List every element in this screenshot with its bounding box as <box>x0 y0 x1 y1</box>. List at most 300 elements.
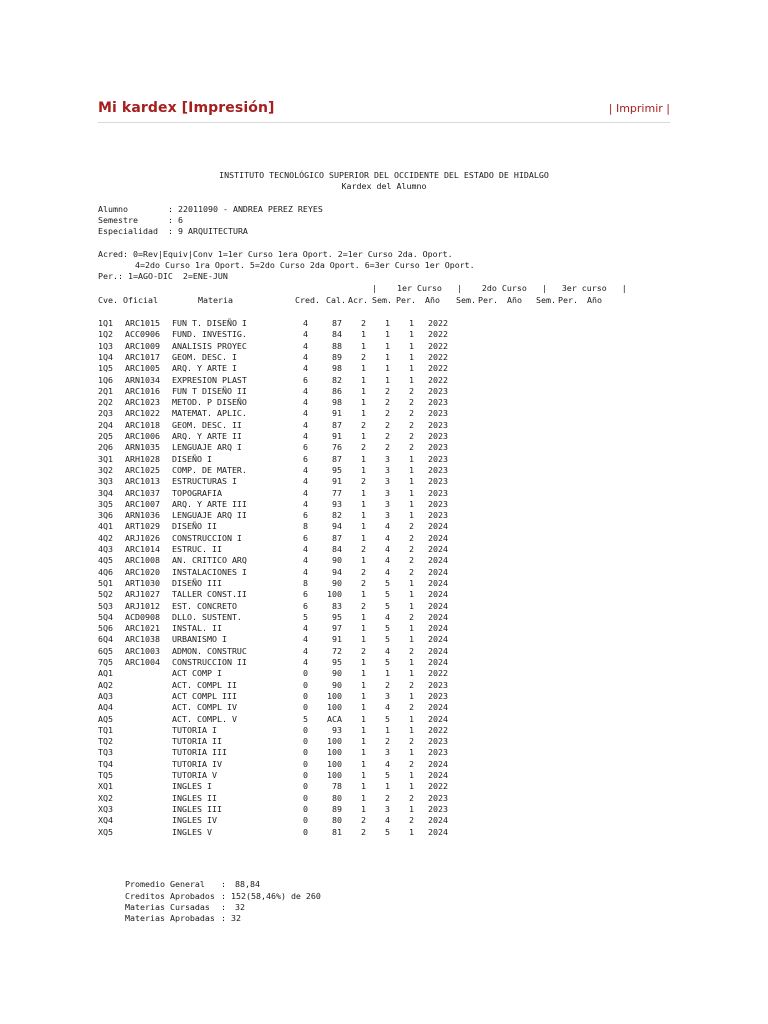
column-header: Sem. <box>536 295 556 305</box>
colon: : <box>168 226 173 236</box>
cell-sem: 5 <box>385 657 390 667</box>
summary-cursadas <box>125 902 245 913</box>
cell-acr: 1 <box>361 464 366 475</box>
cell-per: 1 <box>409 634 414 645</box>
cell-ano: 2023 <box>428 487 448 498</box>
cell-materia: URBANISMO I <box>172 634 227 645</box>
column-header: Cred. <box>295 295 320 305</box>
semestre-label: Semestre <box>98 215 138 225</box>
cell-acr: 1 <box>361 397 366 408</box>
cell-materia: ACT COMP I <box>172 668 222 679</box>
cell-cal: 90 <box>332 555 342 566</box>
cell-cal: 80 <box>332 815 342 826</box>
cell-ano: 2024 <box>428 577 448 588</box>
aprobadas-value: 32 <box>231 913 241 923</box>
cell-cve: 3Q6 <box>98 510 113 521</box>
cell-cred: 5 <box>303 611 308 622</box>
cell-cred: 0 <box>303 770 308 780</box>
cell-oficial: ACD0908 <box>125 611 160 622</box>
cell-cred: 6 <box>303 589 308 600</box>
cell-cred: 0 <box>303 826 308 837</box>
cell-acr: 1 <box>361 747 366 758</box>
cell-ano: 2024 <box>428 702 448 713</box>
cell-cred: 4 <box>303 657 308 667</box>
cell-materia: INGLES I <box>172 781 212 792</box>
cell-cred: 4 <box>303 645 308 656</box>
cell-ano: 2023 <box>428 419 448 430</box>
cell-oficial: ARN1035 <box>125 442 160 453</box>
cell-acr: 1 <box>361 589 366 600</box>
cell-materia: INGLES II <box>172 792 217 803</box>
cell-materia: DISEÑO III <box>172 577 222 588</box>
cell-acr: 1 <box>361 510 366 521</box>
cell-acr: 1 <box>361 363 366 374</box>
cell-cred: 0 <box>303 724 308 735</box>
cell-oficial: ARC1003 <box>125 645 160 656</box>
cell-cve: 3Q1 <box>98 453 113 464</box>
cell-acr: 1 <box>361 498 366 509</box>
cell-acr: 1 <box>361 668 366 679</box>
cell-per: 1 <box>409 803 414 814</box>
cell-ano: 2023 <box>428 442 448 453</box>
cell-ano: 2023 <box>428 679 448 690</box>
cell-cal: 93 <box>332 724 342 735</box>
course-group-header: | 1er Curso | 2do Curso | 3er curso | <box>372 283 627 293</box>
cell-materia: EXPRESION PLAST <box>172 374 247 385</box>
cell-acr: 1 <box>361 792 366 803</box>
cell-ano: 2023 <box>428 510 448 521</box>
cell-materia: GEOM. DESC. II <box>172 419 242 430</box>
cell-cve: AQ1 <box>98 668 113 679</box>
cell-per: 1 <box>409 690 414 701</box>
cell-cve: 5Q1 <box>98 577 113 588</box>
cell-cve: XQ5 <box>98 826 113 837</box>
cell-materia: ESTRUC. II <box>172 544 222 554</box>
cell-sem: 2 <box>385 397 390 408</box>
cell-per: 2 <box>409 385 414 396</box>
cell-materia: LENGUAJE ARQ I <box>172 442 242 453</box>
cell-per: 1 <box>409 487 414 498</box>
cell-cal: 86 <box>332 385 342 396</box>
cell-acr: 1 <box>361 702 366 713</box>
cell-materia: ESTRUCTURAS I <box>172 476 237 487</box>
cell-ano: 2024 <box>428 815 448 826</box>
cell-materia: TUTORIA III <box>172 747 227 758</box>
cell-oficial: ARC1014 <box>125 544 160 554</box>
cell-sem: 5 <box>385 634 390 645</box>
creditos-value: 152(58,46%) de 260 <box>231 891 321 901</box>
column-header: Cal. <box>326 295 346 305</box>
cell-oficial: ARN1036 <box>125 510 160 521</box>
cell-cal: 100 <box>327 589 342 600</box>
cell-cred: 0 <box>303 702 308 713</box>
cell-cal: 84 <box>332 544 342 554</box>
cell-cve: 4Q1 <box>98 521 113 532</box>
cell-oficial: ARC1013 <box>125 476 160 487</box>
cell-materia: TUTORIA V <box>172 770 217 780</box>
cell-acr: 1 <box>361 329 366 340</box>
column-header: Per. <box>478 295 498 305</box>
cell-materia: ADMON. CONSTRUC <box>172 645 247 656</box>
legend-line-1: Acred: 0=Rev|Equiv|Conv 1=1er Curso 1era Oport. 2=1er Curso 2da. Oport. <box>98 249 453 259</box>
cell-cve: 1Q2 <box>98 329 113 340</box>
cell-materia: AN. CRITICO ARQ <box>172 555 247 566</box>
cell-per: 1 <box>409 623 414 634</box>
cell-ano: 2024 <box>428 657 448 667</box>
cell-cal: 90 <box>332 668 342 679</box>
column-header: Cve. Oficial <box>98 295 158 305</box>
cell-cal: 95 <box>332 657 342 667</box>
cell-ano: 2022 <box>428 781 448 792</box>
cell-ano: 2024 <box>428 544 448 554</box>
cell-per: 2 <box>409 758 414 769</box>
cursadas-label: Materias Cursadas <box>125 902 210 912</box>
cell-cve: 2Q4 <box>98 419 113 430</box>
cell-per: 2 <box>409 645 414 656</box>
cell-cal: 100 <box>327 758 342 769</box>
cell-ano: 2022 <box>428 318 448 328</box>
cell-sem: 2 <box>385 408 390 419</box>
cell-per: 2 <box>409 544 414 554</box>
cell-acr: 2 <box>361 826 366 837</box>
cell-cred: 4 <box>303 329 308 340</box>
cell-acr: 1 <box>361 736 366 747</box>
cell-cve: XQ1 <box>98 781 113 792</box>
cell-cve: AQ3 <box>98 690 113 701</box>
cell-cred: 4 <box>303 498 308 509</box>
cell-acr: 1 <box>361 453 366 464</box>
cell-sem: 5 <box>385 589 390 600</box>
cell-ano: 2024 <box>428 555 448 566</box>
cell-sem: 4 <box>385 758 390 769</box>
cell-sem: 5 <box>385 770 390 780</box>
alumno-value: 22011090 - ANDREA PEREZ REYES <box>178 204 323 214</box>
cell-cred: 4 <box>303 363 308 374</box>
cell-materia: FUND. INVESTIG. <box>172 329 247 340</box>
cell-sem: 1 <box>385 781 390 792</box>
cell-materia: TOPOGRAFIA <box>172 487 222 498</box>
cell-cve: 2Q6 <box>98 442 113 453</box>
cell-oficial: ARN1034 <box>125 374 160 385</box>
cell-cal: 94 <box>332 566 342 577</box>
cell-cred: 0 <box>303 781 308 792</box>
cell-cal: 91 <box>332 408 342 419</box>
cell-per: 1 <box>409 329 414 340</box>
cell-cred: 0 <box>303 679 308 690</box>
cell-oficial: ARC1008 <box>125 555 160 566</box>
cell-cve: 2Q1 <box>98 385 113 396</box>
cell-cred: 0 <box>303 747 308 758</box>
cell-cal: 100 <box>327 770 342 780</box>
column-header: Materia <box>198 295 233 305</box>
semester-row <box>98 215 183 226</box>
cell-sem: 2 <box>385 385 390 396</box>
cell-cve: 3Q2 <box>98 464 113 475</box>
cell-acr: 2 <box>361 566 366 577</box>
cell-cve: TQ2 <box>98 736 113 747</box>
cell-acr: 1 <box>361 408 366 419</box>
cell-cal: 76 <box>332 442 342 453</box>
cell-per: 2 <box>409 679 414 690</box>
cell-cve: 1Q1 <box>98 318 113 328</box>
cell-sem: 3 <box>385 747 390 758</box>
cell-cve: XQ3 <box>98 803 113 814</box>
semestre-value: 6 <box>178 215 183 225</box>
cell-per: 2 <box>409 419 414 430</box>
cell-sem: 4 <box>385 815 390 826</box>
cell-ano: 2023 <box>428 453 448 464</box>
cell-cve: TQ5 <box>98 770 113 780</box>
cell-cal: 89 <box>332 803 342 814</box>
cell-acr: 1 <box>361 690 366 701</box>
cell-per: 1 <box>409 351 414 362</box>
cell-cve: 3Q4 <box>98 487 113 498</box>
cell-acr: 2 <box>361 476 366 487</box>
cell-ano: 2023 <box>428 792 448 803</box>
cell-cve: 2Q3 <box>98 408 113 419</box>
cell-acr: 2 <box>361 600 366 611</box>
cell-cal: 95 <box>332 611 342 622</box>
cell-sem: 3 <box>385 510 390 521</box>
cell-cve: 2Q2 <box>98 397 113 408</box>
cell-cred: 6 <box>303 510 308 521</box>
cell-cred: 0 <box>303 803 308 814</box>
cell-materia: DISEÑO I <box>172 453 212 464</box>
separator-left: | <box>608 102 613 115</box>
cell-per: 1 <box>409 363 414 374</box>
summary-creditos <box>125 891 321 902</box>
cell-cal: 100 <box>327 690 342 701</box>
cell-ano: 2024 <box>428 611 448 622</box>
cell-cve: 2Q5 <box>98 431 113 441</box>
column-header: Año <box>507 295 522 305</box>
cell-cred: 6 <box>303 374 308 385</box>
cell-per: 1 <box>409 318 414 328</box>
cell-per: 2 <box>409 736 414 747</box>
cell-ano: 2023 <box>428 385 448 396</box>
cell-cred: 6 <box>303 532 308 543</box>
cell-ano: 2022 <box>428 329 448 340</box>
cell-cred: 6 <box>303 453 308 464</box>
cell-sem: 4 <box>385 611 390 622</box>
cell-cal: 84 <box>332 329 342 340</box>
cell-sem: 3 <box>385 464 390 475</box>
cell-per: 1 <box>409 464 414 475</box>
cell-per: 1 <box>409 826 414 837</box>
cell-per: 1 <box>409 340 414 351</box>
cell-materia: INGLES V <box>172 826 212 837</box>
page-title: Mi kardex [Impresión] <box>98 100 275 116</box>
cell-materia: FUN T DISEÑO II <box>172 385 247 396</box>
summary-aprobadas <box>125 913 241 924</box>
cell-ano: 2024 <box>428 758 448 769</box>
colon: : <box>168 204 173 214</box>
cell-sem: 5 <box>385 623 390 634</box>
cell-acr: 2 <box>361 442 366 453</box>
cell-cred: 8 <box>303 521 308 532</box>
cell-sem: 1 <box>385 724 390 735</box>
cell-ano: 2024 <box>428 566 448 577</box>
promedio-label: Promedio General <box>125 879 205 889</box>
cell-materia: ARQ. Y ARTE II <box>172 431 242 441</box>
cell-materia: ANALISIS PROYEC <box>172 340 247 351</box>
cell-cve: 5Q6 <box>98 623 113 634</box>
cell-materia: GEOM. DESC. I <box>172 351 237 362</box>
cell-sem: 4 <box>385 532 390 543</box>
cell-cve: 5Q2 <box>98 589 113 600</box>
cell-sem: 4 <box>385 702 390 713</box>
cell-materia: TUTORIA I <box>172 724 217 735</box>
cell-materia: ACT COMPL III <box>172 690 237 701</box>
cell-materia: COMP. DE MATER. <box>172 464 247 475</box>
cell-oficial: ARC1016 <box>125 385 160 396</box>
cell-acr: 2 <box>361 815 366 826</box>
cell-oficial: ARJ1026 <box>125 532 160 543</box>
column-header: Acr. <box>348 295 368 305</box>
cell-acr: 2 <box>361 645 366 656</box>
cell-acr: 1 <box>361 555 366 566</box>
cell-cve: TQ4 <box>98 758 113 769</box>
cell-cred: 4 <box>303 476 308 487</box>
cell-cred: 4 <box>303 623 308 634</box>
print-link-group <box>609 102 670 115</box>
cell-ano: 2024 <box>428 826 448 837</box>
cell-acr: 1 <box>361 431 366 441</box>
cell-oficial: ARC1015 <box>125 318 160 328</box>
cell-sem: 4 <box>385 566 390 577</box>
cell-cve: TQ1 <box>98 724 113 735</box>
cell-sem: 5 <box>385 713 390 724</box>
cell-materia: METOD. P DISEÑO <box>172 397 247 408</box>
cell-cal: 88 <box>332 340 342 351</box>
cell-oficial: ARC1021 <box>125 623 160 634</box>
cell-ano: 2023 <box>428 736 448 747</box>
column-header: Año <box>425 295 440 305</box>
cell-cred: 4 <box>303 385 308 396</box>
cell-acr: 1 <box>361 385 366 396</box>
cell-cred: 4 <box>303 544 308 554</box>
column-header: Per. <box>396 295 416 305</box>
cell-sem: 4 <box>385 521 390 532</box>
cell-cal: 72 <box>332 645 342 656</box>
cell-cal: 91 <box>332 476 342 487</box>
cell-per: 1 <box>409 589 414 600</box>
cell-cred: 6 <box>303 442 308 453</box>
cell-cve: 1Q6 <box>98 374 113 385</box>
cell-cve: 3Q5 <box>98 498 113 509</box>
cell-acr: 1 <box>361 340 366 351</box>
cell-cve: 6Q5 <box>98 645 113 656</box>
cell-oficial: ARC1037 <box>125 487 160 498</box>
cell-ano: 2023 <box>428 464 448 475</box>
cell-per: 1 <box>409 374 414 385</box>
cell-sem: 3 <box>385 476 390 487</box>
cell-ano: 2023 <box>428 476 448 487</box>
cell-materia: EST. CONCRETO <box>172 600 237 611</box>
cell-cal: 93 <box>332 498 342 509</box>
cell-materia: CONSTRUCCION II <box>172 657 247 667</box>
cell-cve: 4Q6 <box>98 566 113 577</box>
cell-ano: 2024 <box>428 634 448 645</box>
cell-cal: 90 <box>332 577 342 588</box>
cell-cred: 4 <box>303 555 308 566</box>
cell-acr: 2 <box>361 419 366 430</box>
cell-per: 2 <box>409 611 414 622</box>
cell-sem: 1 <box>385 363 390 374</box>
cell-sem: 1 <box>385 668 390 679</box>
cell-ano: 2023 <box>428 803 448 814</box>
cell-materia: TALLER CONST.II <box>172 589 247 600</box>
cell-cal: 98 <box>332 397 342 408</box>
cell-materia: FUN T. DISEÑO I <box>172 318 247 328</box>
cell-sem: 3 <box>385 487 390 498</box>
cell-materia: MATEMAT. APLIC. <box>172 408 247 419</box>
cell-ano: 2022 <box>428 363 448 374</box>
cell-cve: 7Q5 <box>98 657 113 667</box>
cell-cve: AQ4 <box>98 702 113 713</box>
cell-sem: 3 <box>385 690 390 701</box>
cell-cred: 4 <box>303 464 308 475</box>
cell-acr: 1 <box>361 623 366 634</box>
print-link[interactable]: Imprimir <box>615 102 663 115</box>
cell-acr: 2 <box>361 351 366 362</box>
cell-cred: 0 <box>303 815 308 826</box>
cell-per: 1 <box>409 724 414 735</box>
cell-per: 2 <box>409 431 414 441</box>
cell-oficial: ACC0906 <box>125 329 160 340</box>
cell-oficial: ARC1005 <box>125 363 160 374</box>
cell-cal: 87 <box>332 419 342 430</box>
cell-cred: 4 <box>303 318 308 328</box>
column-header: Sem. <box>456 295 476 305</box>
cell-acr: 1 <box>361 758 366 769</box>
cell-cred: 4 <box>303 566 308 577</box>
legend-line-2: 4=2do Curso 1ra Oport. 5=2do Curso 2da Oport. 6=3er Curso 1er Oport. <box>135 260 475 270</box>
cell-cal: 87 <box>332 318 342 328</box>
cell-materia: INGLES IV <box>172 815 217 826</box>
cell-sem: 1 <box>385 318 390 328</box>
cell-per: 1 <box>409 668 414 679</box>
cell-acr: 1 <box>361 713 366 724</box>
cell-materia: INGLES III <box>172 803 222 814</box>
colon: : <box>221 913 226 923</box>
cell-per: 1 <box>409 713 414 724</box>
cell-cred: 5 <box>303 713 308 724</box>
institution-name: INSTITUTO TECNOLÓGICO SUPERIOR DEL OCCIDENTE DEL ESTADO DE HIDALGO <box>219 170 549 180</box>
cell-ano: 2024 <box>428 521 448 532</box>
cell-cred: 4 <box>303 408 308 419</box>
cell-cred: 6 <box>303 600 308 611</box>
cell-oficial: ART1030 <box>125 577 160 588</box>
cell-cve: 4Q2 <box>98 532 113 543</box>
summary-promedio <box>125 879 260 890</box>
cell-materia: ACT. COMPL. V <box>172 713 237 724</box>
cell-ano: 2024 <box>428 600 448 611</box>
cell-cve: 3Q3 <box>98 476 113 487</box>
cell-materia: INSTALACIONES I <box>172 566 247 577</box>
cell-materia: ARQ. Y ARTE I <box>172 363 237 374</box>
column-header: Per. <box>558 295 578 305</box>
cell-cve: AQ5 <box>98 713 113 724</box>
cell-ano: 2024 <box>428 532 448 543</box>
cell-per: 2 <box>409 792 414 803</box>
cell-oficial: ARC1038 <box>125 634 160 645</box>
cell-ano: 2024 <box>428 645 448 656</box>
cell-ano: 2024 <box>428 713 448 724</box>
cell-per: 1 <box>409 781 414 792</box>
cell-cal: 82 <box>332 510 342 521</box>
cell-sem: 1 <box>385 374 390 385</box>
